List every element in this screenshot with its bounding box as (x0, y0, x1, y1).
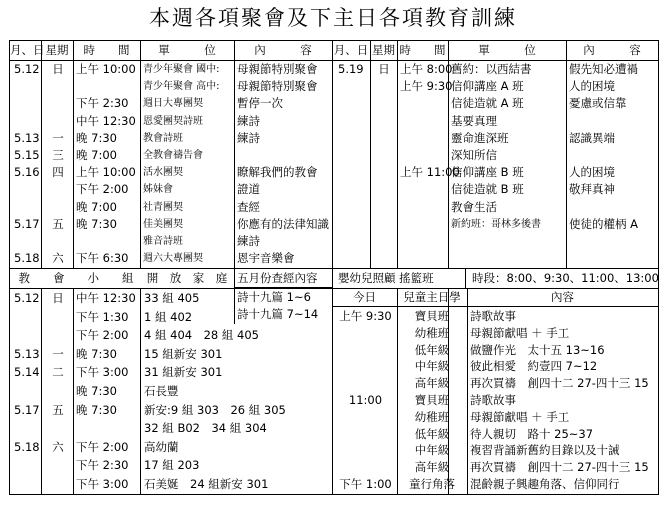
class-unit: 基要真理 (451, 113, 497, 128)
event-time: 晚 7:00 (76, 199, 117, 214)
event-content: 瞭解我們的教會 (237, 165, 318, 180)
open-home: 15 組新安 301 (144, 346, 223, 361)
study-content-header: 五月份查經內容 (237, 271, 318, 285)
group-time: 晚 7:30 (76, 346, 117, 361)
event-day: 四 (52, 165, 64, 180)
group-day: 日 (52, 291, 64, 305)
grid-line (397, 41, 398, 268)
school-class: 寶貝班 (414, 393, 450, 407)
grid-line (10, 268, 658, 269)
event-unit: 姊妹會 (143, 184, 173, 196)
school-time: 11:00 (348, 393, 383, 407)
school-header-class: 兒童主日學 (403, 290, 461, 304)
event-time: 中午 12:30 (76, 113, 136, 128)
column-header: 月、日 (333, 43, 369, 57)
grid-line (234, 268, 235, 324)
group-time: 晚 7:30 (76, 384, 117, 398)
school-class: 高年級 (414, 376, 450, 391)
class-unit: 信徒造就 B 班 (451, 182, 524, 197)
class-time: 上午 11:00 (400, 165, 460, 180)
school-content: 再次買禱 創四十二 27-四十三 15 (470, 460, 649, 475)
event-day: 一 (52, 130, 64, 145)
grid-line (73, 41, 74, 268)
class-content: 人的困境 (569, 165, 615, 180)
event-day: 五 (52, 216, 64, 231)
study-content-item: 詩十九篇 1~6 (237, 290, 311, 304)
school-content: 詩歌故事 (470, 393, 516, 407)
open-home: 4 組 404 28 組 405 (144, 328, 259, 343)
event-date: 5.17 (14, 216, 40, 231)
open-home: 石美娫 24 組新安 301 (144, 477, 269, 491)
open-home-header: 開 放 家 庭 (146, 271, 228, 285)
event-date: 5.13 (14, 130, 40, 145)
school-class: 高年級 (414, 460, 450, 475)
school-header-content: 內容 (551, 290, 574, 304)
class-unit: 教會生活 (451, 199, 497, 214)
event-day: 三 (52, 148, 64, 162)
school-content: 詩歌故事 (470, 309, 516, 323)
event-time: 晚 7:00 (76, 148, 117, 162)
column-header: 單 位 (158, 43, 216, 57)
grid-line (73, 288, 74, 494)
grid-line (10, 60, 658, 61)
class-unit: 信徒造就 A 班 (451, 96, 524, 111)
class-unit: 舊約：以西結書 (451, 62, 532, 76)
grid-line (397, 288, 398, 494)
class-content: 人的困境 (569, 79, 615, 94)
group-time: 晚 7:30 (76, 402, 117, 417)
group-time: 下午 2:30 (76, 458, 129, 473)
school-content: 彼此相愛 約壹四 7~12 (470, 359, 598, 374)
class-unit: 新約班：哥林多後書 (451, 218, 541, 230)
group-time: 下午 3:00 (76, 365, 129, 380)
school-header-today: 今日 (353, 290, 376, 304)
event-unit: 週六大專團契 (143, 253, 203, 265)
class-unit: 靈命進深班 (451, 130, 509, 145)
event-unit: 全教會禱告會 (143, 150, 203, 161)
event-content: 練詩 (237, 113, 260, 128)
school-content: 待人親切 路十 25~37 (470, 426, 594, 441)
event-content: 練詩 (237, 130, 260, 145)
school-class: 幼稚班 (414, 325, 450, 340)
class-unit: 信仰講座 B 班 (451, 165, 524, 180)
sunday-day: 日 (378, 62, 390, 76)
group-time: 下午 3:00 (76, 477, 129, 491)
event-unit: 活水團契 (143, 167, 183, 179)
group-day: 五 (52, 402, 64, 417)
open-home: 33 組 405 (144, 291, 200, 305)
small-group-header: 教 會 小 組 (18, 271, 134, 285)
school-time: 下午 1:00 (339, 477, 392, 491)
school-content: 做鹽作光 太十五 13~16 (470, 342, 605, 357)
event-date: 5.18 (14, 251, 40, 266)
school-content: 混齡親子興趣角落、信仰同行 (470, 477, 620, 491)
class-content: 敬拜真神 (569, 182, 615, 197)
event-time: 晚 7:30 (76, 216, 117, 231)
grid-line (332, 41, 333, 494)
group-date: 5.18 (14, 439, 40, 454)
group-date: 5.12 (14, 291, 40, 305)
event-time: 上午 10:00 (76, 62, 136, 76)
open-home: 1 組 402 (144, 309, 193, 324)
open-home: 31 組新安 301 (144, 365, 223, 380)
column-header: 星期 (45, 43, 69, 57)
school-class: 中年級 (414, 443, 450, 458)
group-time: 下午 1:30 (76, 309, 129, 324)
event-content: 暫停一次 (237, 96, 283, 111)
open-home: 新安:9 組 303 26 組 305 (144, 402, 286, 417)
class-time: 上午 9:30 (400, 79, 453, 94)
event-content: 證道 (237, 182, 260, 197)
nursery-title: 嬰幼兒照顧 搖籃班 (338, 271, 434, 285)
grid-line (370, 41, 371, 268)
grid-line (332, 306, 658, 307)
event-day: 六 (52, 251, 64, 266)
group-day: 一 (52, 346, 64, 361)
open-home: 17 組 203 (144, 458, 200, 473)
group-date: 5.17 (14, 402, 40, 417)
school-content: 複習背誦新舊約目錄以及十誡 (470, 443, 620, 458)
event-content: 母親節特別聚會 (237, 79, 318, 94)
group-date: 5.13 (14, 346, 40, 361)
event-date: 5.15 (14, 148, 40, 162)
study-content-item: 詩十九篇 7~14 (237, 307, 319, 321)
event-unit: 教會詩班 (143, 132, 183, 144)
school-content: 母親節獻唱 ＋ 手工 (470, 325, 570, 340)
event-content: 母親節特別聚會 (237, 62, 318, 76)
class-unit: 深知所信 (451, 148, 497, 162)
grid-line (10, 288, 658, 289)
grid-line (234, 41, 235, 268)
school-time: 上午 9:30 (339, 309, 392, 323)
column-header: 內 容 (254, 43, 312, 57)
group-day: 六 (52, 439, 64, 454)
class-content: 假先知必遭禍 (569, 62, 638, 76)
open-home: 石長豐 (144, 384, 179, 398)
event-content: 恩宇音樂會 (237, 251, 295, 266)
school-class: 低年級 (414, 426, 450, 441)
open-home: 高幼蘭 (144, 439, 179, 454)
group-date: 5.14 (14, 365, 40, 380)
class-unit: 信仰講座 A 班 (451, 79, 524, 94)
grid-line (465, 268, 466, 288)
group-time: 下午 2:00 (76, 328, 129, 343)
event-date: 5.12 (14, 62, 40, 76)
school-content: 母親節獻唱 ＋ 手工 (470, 409, 570, 424)
grid-line (140, 41, 141, 268)
event-content: 練詩 (237, 234, 260, 248)
grid-line (566, 41, 567, 268)
class-content: 認識異端 (569, 130, 615, 145)
column-header: 單 位 (478, 43, 536, 57)
grid-line (467, 288, 468, 494)
open-home: 32 組 B02 34 組 304 (144, 421, 267, 436)
grid-line (140, 288, 141, 494)
event-unit: 雅音詩班 (143, 236, 183, 247)
school-content: 再次買禱 創四十二 27-四十三 15 (470, 376, 649, 391)
school-class: 寶貝班 (414, 309, 450, 323)
school-class: 中年級 (414, 359, 450, 374)
event-content: 查經 (237, 199, 260, 214)
grid-line (41, 288, 42, 494)
event-unit: 社青團契 (143, 201, 183, 213)
school-class: 低年級 (414, 342, 450, 357)
event-time: 上午 10:00 (76, 165, 136, 180)
event-date: 5.16 (14, 165, 40, 180)
school-class: 童行角落 (409, 477, 455, 491)
sunday-date: 5.19 (338, 62, 364, 76)
column-header: 時 間 (83, 43, 130, 57)
class-time: 上午 8:00 (400, 62, 453, 76)
group-time: 中午 12:30 (76, 291, 136, 305)
group-time: 下午 2:00 (76, 439, 129, 454)
event-day: 日 (52, 62, 64, 76)
column-header: 月、日 (10, 43, 45, 57)
page-title: 本週各項聚會及下主日各項教育訓練 (149, 6, 517, 30)
group-day: 二 (52, 365, 64, 380)
class-content: 憂慮或信靠 (569, 96, 627, 111)
event-time: 下午 6:30 (76, 251, 129, 266)
column-header: 時 間 (399, 43, 446, 57)
event-unit: 青少年聚會 國中: (143, 64, 220, 75)
class-content: 使徒的權柄 A (569, 216, 639, 231)
column-header: 內 容 (583, 43, 641, 57)
event-time: 下午 2:30 (76, 96, 129, 111)
event-content: 你應有的法律知識 (237, 216, 329, 231)
event-time: 下午 2:00 (76, 182, 129, 197)
event-time: 晚 7:30 (76, 130, 117, 145)
grid-line (41, 41, 42, 268)
event-unit: 佳美團契 (143, 218, 183, 230)
event-unit: 恩愛團契詩班 (143, 115, 203, 127)
column-header: 星期 (372, 43, 395, 57)
event-unit: 青少年聚會 高中: (143, 81, 220, 93)
nursery-times: 時段：8:00、9:30、11:00、13:00 (472, 271, 659, 285)
grid-line (234, 287, 332, 288)
event-unit: 週日大專團契 (143, 98, 203, 110)
school-class: 幼稚班 (414, 409, 450, 424)
